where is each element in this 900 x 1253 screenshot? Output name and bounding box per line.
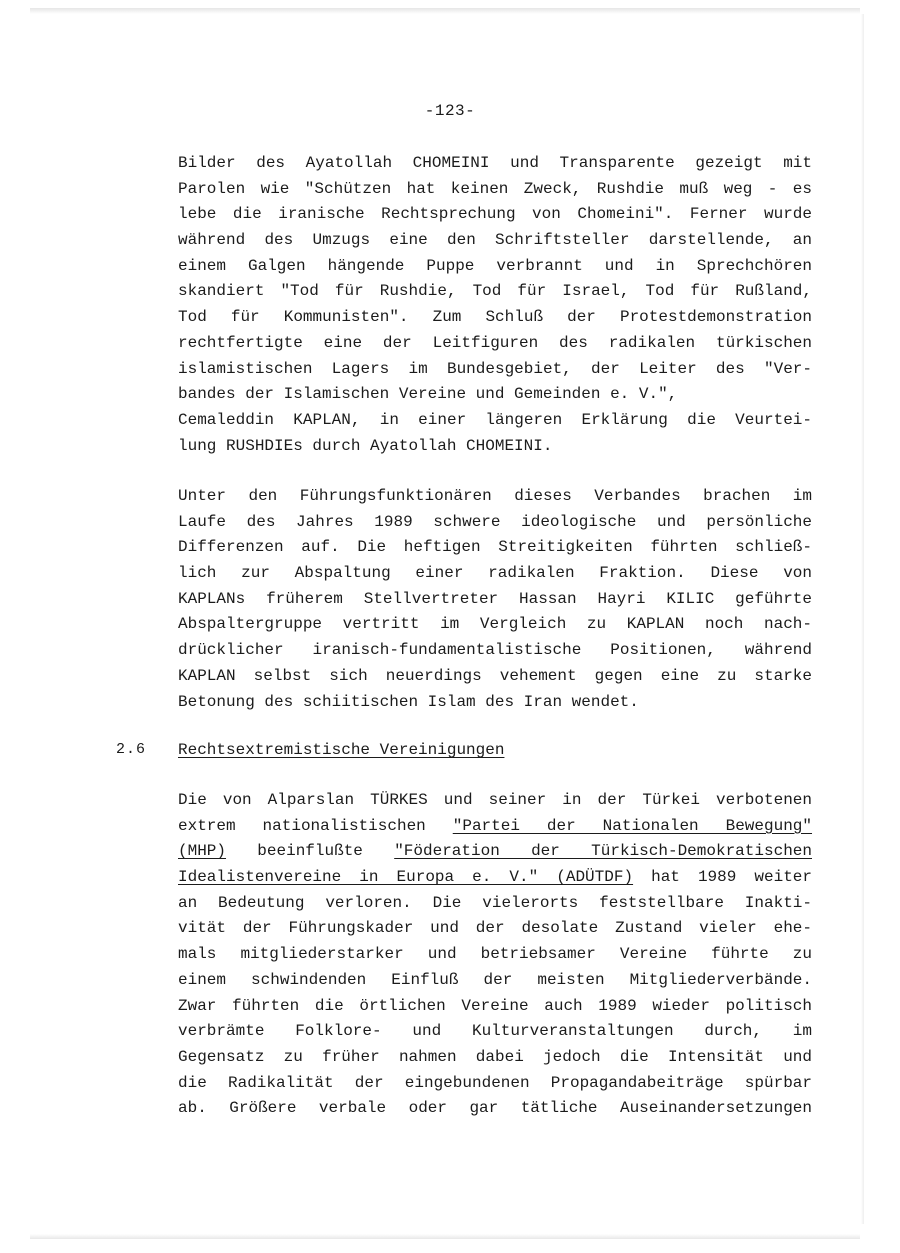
section-title: Rechtsextremistische Vereinigungen bbox=[178, 741, 505, 759]
section-heading bbox=[0, 737, 900, 763]
text-line: lung RUSHDIEs durch Ayatollah CHOMEINI. bbox=[178, 436, 553, 455]
paragraph-2 bbox=[178, 484, 812, 715]
line-text: beeinflußte bbox=[226, 842, 395, 861]
text-line: verbrämte Folklore- und Kulturveranstaltungen durch, im bbox=[178, 1022, 812, 1041]
text-line: Gegensatz zu früher nahmen dabei jedoch die Intensität und bbox=[178, 1047, 812, 1066]
line-text: extrem nationalistischen bbox=[178, 816, 453, 835]
text-line: skandiert "Tod für Rushdie, Tod für Israel, Tod für Rußland, bbox=[178, 282, 812, 301]
text-line: vität der Führungskader und der desolate Zustand vieler ehe- bbox=[178, 919, 812, 938]
section-number: 2.6 bbox=[116, 741, 147, 758]
text-line: Zwar führten die örtlichen Vereine auch 1989 wieder politisch bbox=[178, 996, 812, 1015]
page-number: -123- bbox=[424, 102, 476, 120]
scan-edge-bottom bbox=[30, 1234, 860, 1239]
text-line: drücklicher iranisch-fundamentalistische Positionen, während bbox=[178, 641, 812, 660]
organization-name-adutdf: "Föderation der Türkisch-Demokratischen bbox=[394, 842, 812, 861]
text-line: einem schwindenden Einfluß der meisten Mitgliederverbände. bbox=[178, 970, 812, 989]
text-line: lich zur Abspaltung einer radikalen Fraktion. Diese von bbox=[178, 564, 812, 583]
text-line: die Radikalität der eingebundenen Propagandabeiträge spürbar bbox=[178, 1073, 812, 1092]
text-line: rechtfertigte eine der Leitfiguren des radikalen türkischen bbox=[178, 333, 812, 352]
organization-name-mhp: "Partei der Nationalen Bewegung" bbox=[452, 816, 813, 835]
paragraph-3 bbox=[178, 788, 812, 1122]
text-line: während des Umzugs eine den Schriftsteller darstellende, an bbox=[178, 231, 812, 250]
text-line: Parolen wie "Schützen hat keinen Zweck, Rushdie muß weg - es bbox=[178, 179, 812, 198]
organization-name-adutdf-cont: Idealistenvereine in Europa e. V." (ADÜTDF) bbox=[178, 868, 634, 887]
text-line bbox=[178, 865, 812, 891]
text-line: lebe die iranische Rechtsprechung von Chomeini". Ferner wurde bbox=[178, 205, 812, 224]
scan-edge-right bbox=[861, 14, 864, 1224]
text-line: Laufe des Jahres 1989 schwere ideologische und persönliche bbox=[178, 512, 812, 531]
text-line bbox=[178, 839, 812, 865]
text-line: KAPLAN selbst sich neuerdings vehement gegen eine zu starke bbox=[178, 666, 812, 685]
scan-edge-top bbox=[30, 8, 860, 14]
text-line: Differenzen auf. Die heftigen Streitigkeiten führten schließ- bbox=[178, 538, 812, 557]
text-line: Die von Alparslan TÜRKES und seiner in der Türkei verbotenen bbox=[178, 791, 812, 809]
paragraph-1 bbox=[178, 151, 812, 459]
text-line bbox=[178, 814, 812, 840]
text-line: ab. Größere verbale oder gar tätliche Auseinandersetzungen bbox=[178, 1099, 812, 1118]
text-line: Unter den Führungsfunktionären dieses Verbandes brachen im bbox=[178, 487, 812, 505]
text-line: Betonung des schiitischen Islam des Iran wendet. bbox=[178, 692, 639, 711]
organization-abbreviation-mhp: (MHP) bbox=[178, 842, 227, 861]
text-line: islamistischen Lagers im Bundesgebiet, der Leiter des "Ver- bbox=[178, 359, 812, 378]
text-line: an Bedeutung verloren. Die vielerorts feststellbare Inakti- bbox=[178, 893, 812, 912]
text-line: mals mitgliederstarker und betriebsamer Vereine führte zu bbox=[178, 945, 812, 964]
text-line: bandes der Islamischen Vereine und Gemeinden e. V.", bbox=[178, 385, 678, 404]
text-line: Bilder des Ayatollah CHOMEINI und Transparente gezeigt mit bbox=[178, 154, 812, 172]
text-line: Abspaltergruppe vertritt im Vergleich zu KAPLAN noch nach- bbox=[178, 615, 812, 634]
text-line: Tod für Kommunisten". Zum Schluß der Protestdemonstration bbox=[178, 308, 812, 327]
text-line: einem Galgen hängende Puppe verbrannt und in Sprechchören bbox=[178, 256, 812, 275]
line-text: hat 1989 weiter bbox=[633, 868, 812, 887]
text-line: KAPLANs früherem Stellvertreter Hassan Hayri KILIC geführte bbox=[178, 589, 812, 608]
text-line: Cemaleddin KAPLAN, in einer längeren Erklärung die Veurtei- bbox=[178, 410, 812, 429]
